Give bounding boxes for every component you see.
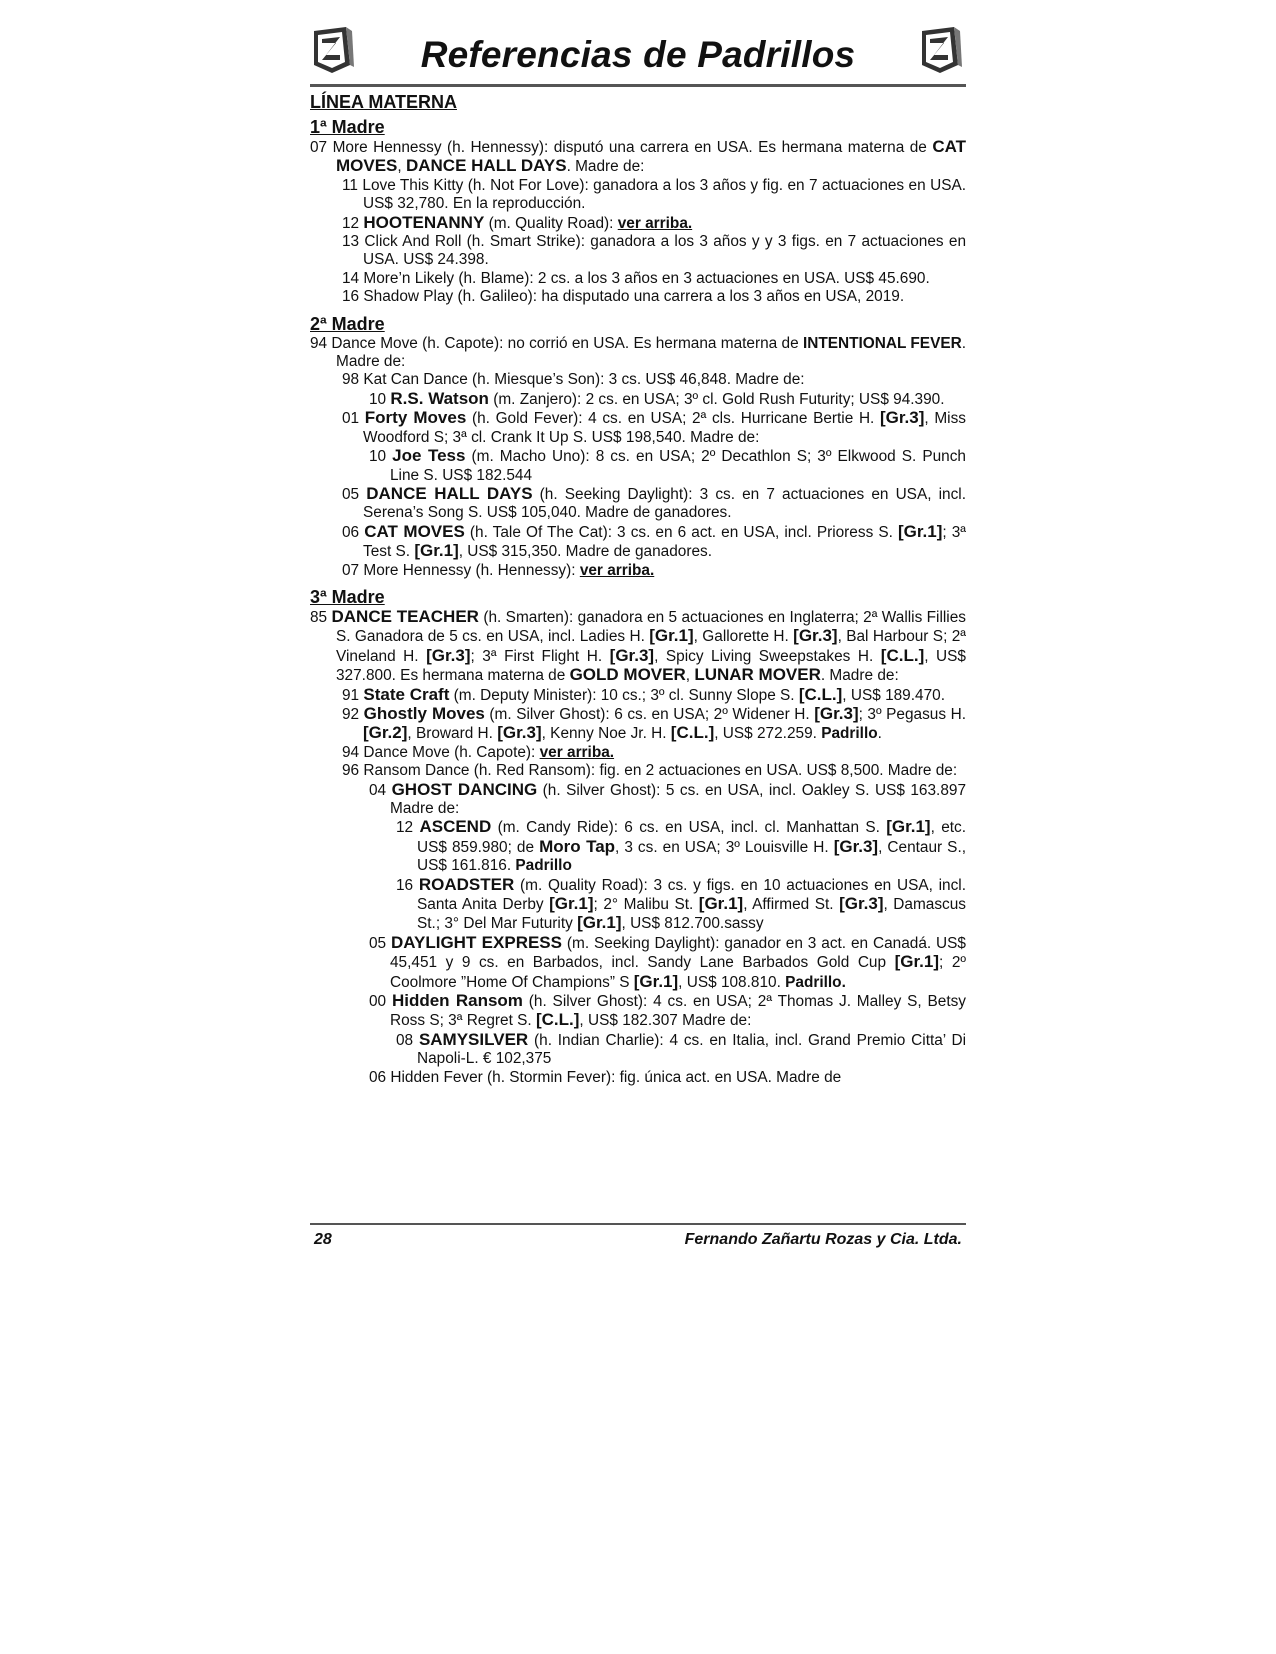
madre1-child-entry: 14 More’n Likely (h. Blame): 2 cs. a los 3 años en 3 actuaciones en USA. US$ 45.690. (342, 269, 930, 287)
madre2-child-entry: 01 Forty Moves (h. Gold Fever): 4 cs. en USA; 2ª cls. Hurricane Bertie H. [Gr.3], Miss Woodford S; 3ª cl. Crank It Up S. US$ 198,540. Madre de: (342, 408, 966, 446)
madre3-greatgrandchild-entry: 08 SAMYSILVER (h. Indian Charlie): 4 cs. en Italia, incl. Grand Premio Citta’ Di Napoli-L. € 102,375 (396, 1029, 966, 1068)
ver-arriba-link[interactable]: ver arriba. (617, 214, 693, 232)
madre2-child-entry: 05 DANCE HALL DAYS (h. Seeking Daylight): 3 cs. en 7 actuaciones en USA, incl. Serena’s Song S. US$ 105,040. Madre de ganadores. (342, 483, 966, 522)
page-title: Referencias de Padrillos (420, 34, 856, 75)
page-header (310, 20, 966, 87)
madre2-main-entry: 94 Dance Move (h. Capote): no corrió en USA. Es hermana materna de INTENTIONAL FEVER. Madre de: (310, 334, 966, 371)
madre1-child-entry: 13 Click And Roll (h. Smart Strike): ganadora a los 3 años y y 3 figs. en 7 actuaciones en USA. US$ 24.398. (342, 233, 966, 269)
madre3-child-entry: 92 Ghostly Moves (m. Silver Ghost): 6 cs. en USA; 2º Widener H. [Gr.3]; 3º Pegasus H. [Gr.2], Broward H. [Gr.3], Kenny Noe Jr. H. [C.L.], US$ 272.259. Padrillo. (342, 703, 966, 743)
madre3-grandchild-entry: 06 Hidden Fever (h. Stormin Fever): fig. única act. en USA. Madre de (369, 1068, 842, 1086)
madre2-child-entry: 98 Kat Can Dance (h. Miesque’s Son): 3 cs. US$ 46,848. Madre de: (342, 371, 805, 389)
madre3-heading: 3ª Madre (310, 586, 385, 607)
logo-right (918, 25, 962, 75)
madre1-main-entry: 07 More Hennessy (h. Hennessy): disputó una carrera en USA. Es hermana materna de CAT MOVES, DANCE HALL DAYS. Madre de: (310, 137, 966, 176)
madre3-child-entry: 96 Ransom Dance (h. Red Ransom): fig. en 2 actuaciones en USA. US$ 8,500. Madre de: (342, 762, 958, 780)
madre1-heading: 1ª Madre (310, 117, 385, 137)
ver-arriba-link[interactable]: ver arriba. (539, 743, 615, 761)
madre1-child-entry: 12 HOOTENANNY (m. Quality Road): ver arriba. (342, 212, 693, 232)
madre3-main-entry: 85 DANCE TEACHER (h. Smarten): ganadora en 5 actuaciones en Inglaterra; 2ª Wallis Fillies S. Ganadora de 5 cs. en USA, incl. Ladies H. [Gr.1], Gallorette H. [Gr.3], Bal Harbour S; 2ª Vineland H. [Gr.3]; 3ª First Flight H. [Gr.3], Spicy Living Sweepstakes H. [C.L.], US$ 327.800. Es hermana materna de GOLD MOVER, LUNAR MOVER. Madre de: (310, 606, 966, 685)
madre2-grandchild-entry: 10 R.S. Watson (m. Zanjero): 2 cs. en USA; 3º cl. Gold Rush Futurity; US$ 94.390. (369, 388, 945, 408)
madre1-child-entry: 11 Love This Kitty (h. Not For Love): ganadora a los 3 años y fig. en 7 actuaciones en USA. US$ 32,780. En la reproducción. (342, 176, 966, 213)
page-footer (310, 1223, 966, 1248)
page-number: 28 (314, 1231, 332, 1248)
madre1-child-entry: 16 Shadow Play (h. Galileo): ha disputado una carrera a los 3 años en USA, 2019. (342, 288, 905, 306)
company-name: Fernando Zañartu Rozas y Cia. Ltda. (684, 1231, 962, 1248)
madre3-grandchild-entry: 05 DAYLIGHT EXPRESS (m. Seeking Daylight): ganador en 3 act. en Canadá. US$ 45,451 y 9 cs. en Barbados, incl. Sandy Lane Barbados Gold Cup [Gr.1]; 2º Coolmore ”Home Of Champions” S [Gr.1], US$ 108.810. Padrillo. (369, 932, 966, 991)
madre3-greatgrandchild-entry: 12 ASCEND (m. Candy Ride): 6 cs. en USA, incl. cl. Manhattan S. [Gr.1], etc. US$ 859.980; de Moro Tap, 3 cs. en USA; 3º Louisville H. [Gr.3], Centaur S., US$ 161.816. Padrillo (396, 817, 966, 875)
section-title: LÍNEA MATERNA (310, 92, 457, 112)
madre3-child-entry: 91 State Craft (m. Deputy Minister): 10 cs.; 3º cl. Sunny Slope S. [C.L.], US$ 189.470. (342, 684, 945, 704)
ver-arriba-link[interactable]: ver arriba. (579, 561, 655, 579)
page-content (310, 20, 966, 1087)
madre2-grandchild-entry: 10 Joe Tess (m. Macho Uno): 8 cs. en USA; 2º Decathlon S; 3º Elkwood S. Punch Line S. US$ 182.544 (369, 446, 966, 484)
madre3-greatgrandchild-entry: 16 ROADSTER (m. Quality Road): 3 cs. y figs. en 10 actuaciones en USA, incl. Santa Anita Derby [Gr.1]; 2° Malibu St. [Gr.1], Affirmed St. [Gr.3], Damascus St.; 3° Del Mar Futurity [Gr.1], US$ 812.700.sassy (396, 874, 966, 933)
madre2-heading: 2ª Madre (310, 313, 385, 334)
madre2-child-entry: 07 More Hennessy (h. Hennessy): ver arriba. (342, 561, 655, 579)
madre3-grandchild-entry: 04 GHOST DANCING (h. Silver Ghost): 5 cs. en USA, incl. Oakley S. US$ 163.897 Madre de: (369, 779, 967, 817)
madre3-child-entry: 94 Dance Move (h. Capote): ver arriba. (342, 743, 615, 761)
madre2-child-entry: 06 CAT MOVES (h. Tale Of The Cat): 3 cs. en 6 act. en USA, incl. Prioress S. [Gr.1]; 3ª Test S. [Gr.1], US$ 315,350. Madre de ganadores. (342, 521, 966, 561)
madre3-grandchild-entry: 00 Hidden Ransom (h. Silver Ghost): 4 cs. en USA; 2ª Thomas J. Malley S, Betsy Ross S; 3ª Regret S. [C.L.], US$ 182.307 Madre de: (369, 991, 966, 1030)
